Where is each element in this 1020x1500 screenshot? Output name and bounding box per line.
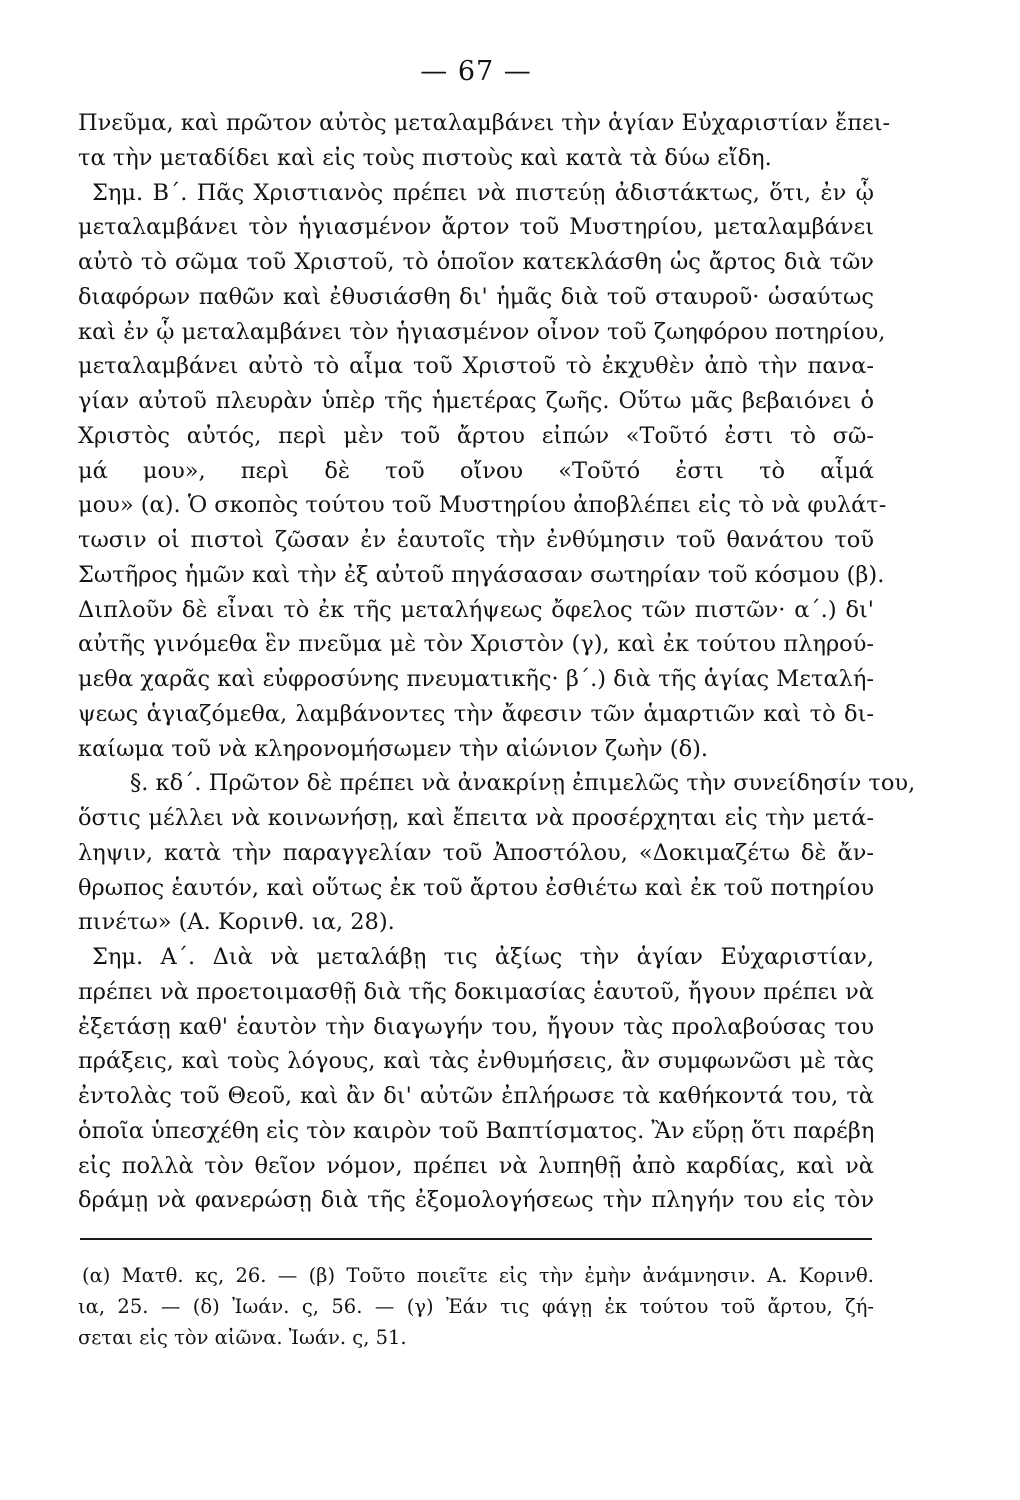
- body-line: καίωμα τοῦ νὰ κληρονομήσωμεν τὴν αἰώνιον ζωὴν (δ).: [78, 735, 709, 762]
- body-line: μεταλαμβάνει τὸν ἡγιασμένον ἄρτον τοῦ Μυστηρίου, μεταλαμβάνει: [78, 214, 874, 241]
- body-text: [78, 106, 916, 1218]
- body-line: ἐντολὰς τοῦ Θεοῦ, καὶ ἂν δι' αὐτῶν ἐπλήρωσε τὰ καθήκοντά του, τὰ: [78, 1083, 874, 1109]
- body-line: μεταλαμβάνει αὐτὸ τὸ αἷμα τοῦ Χριστοῦ τὸ ἐκχυθὲν ἀπὸ τὴν πανα-: [78, 353, 874, 380]
- body-line: μά μου», περὶ δὲ τοῦ οἴνου «Τοῦτό ἐστι τὸ αἷμά: [78, 457, 874, 484]
- body-line: Σωτῆρος ἡμῶν καὶ τὴν ἐξ αὐτοῦ πηγάσασαν σωτηρίαν τοῦ κόσμου (β).: [78, 561, 885, 588]
- body-line: Σημ. Β΄. Πᾶς Χριστιανὸς πρέπει νὰ πιστεύῃ ἀδιστάκτως, ὅτι, ἐν ᾧ: [92, 179, 874, 206]
- body-line: αὐτὸ τὸ σῶμα τοῦ Χριστοῦ, τὸ ὁποῖον κατεκλάσθη ὡς ἄρτος διὰ τῶν: [78, 249, 874, 275]
- body-line: δράμῃ νὰ φανερώσῃ διὰ τῆς ἐξομολογήσεως τὴν πληγήν του εἰς τὸν: [78, 1187, 874, 1214]
- body-line: γίαν αὐτοῦ πλευρὰν ὑπὲρ τῆς ἡμετέρας ζωῆς. Οὕτω μᾶς βεβαιόνει ὁ: [78, 388, 874, 414]
- body-line: μεθα χαρᾶς καὶ εὐφροσύνης πνευματικῆς· β΄.) διὰ τῆς ἁγίας Μεταλή-: [78, 666, 874, 692]
- book-page: [78, 52, 916, 1353]
- body-line: τα τὴν μεταδίδει καὶ εἰς τοὺς πιστοὺς καὶ κατὰ τὰ δύω εἴδη.: [78, 144, 772, 171]
- body-line: θρωπος ἑαυτόν, καὶ οὕτως ἐκ τοῦ ἄρτου ἐσθιέτω καὶ ἐκ τοῦ ποτηρίου: [78, 874, 874, 901]
- body-line: πρέπει νὰ προετοιμασθῇ διὰ τῆς δοκιμασίας ἑαυτοῦ, ἤγουν πρέπει νὰ: [78, 978, 874, 1005]
- footnote-line: σεται εἰς τὸν αἰῶνα. Ἰωάν. ς, 51.: [78, 1326, 407, 1349]
- section-heading-line: §. κδ΄. Πρῶτον δὲ πρέπει νὰ ἀνακρίνῃ ἐπιμελῶς τὴν συνείδησίν του,: [130, 770, 916, 797]
- body-line: μου» (α). Ὁ σκοπὸς τούτου τοῦ Μυστηρίου ἀποβλέπει εἰς τὸ νὰ φυλάτ-: [78, 492, 887, 519]
- footnote-line: (α) Ματθ. κς, 26. — (β) Τοῦτο ποιεῖτε εἰς τὴν ἐμὴν ἀνάμνησιν. Α. Κορινθ.: [82, 1264, 874, 1287]
- body-line: Πνεῦμα, καὶ πρῶτον αὐτὸς μεταλαμβάνει τὴν ἁγίαν Εὐχαριστίαν ἔπει-: [78, 110, 891, 136]
- body-line: ψεως ἁγιαζόμεθα, λαμβάνοντες τὴν ἄφεσιν τῶν ἁμαρτιῶν καὶ τὸ δι-: [78, 700, 874, 727]
- footnote-divider: [80, 1238, 872, 1240]
- body-line: ὁποῖα ὑπεσχέθη εἰς τὸν καιρὸν τοῦ Βαπτίσματος. Ἂν εὕρῃ ὅτι παρέβη: [78, 1117, 875, 1144]
- body-line: Διπλοῦν δὲ εἶναι τὸ ἐκ τῆς μεταλήψεως ὄφελος τῶν πιστῶν· α΄.) δι': [78, 596, 874, 623]
- body-line: διαφόρων παθῶν καὶ ἐθυσιάσθη δι' ἡμᾶς διὰ τοῦ σταυροῦ· ὡσαύτως: [78, 283, 874, 310]
- body-line: αὐτῆς γινόμεθα ἓν πνεῦμα μὲ τὸν Χριστὸν (γ), καὶ ἐκ τούτου πληρού-: [78, 631, 874, 658]
- body-line: τωσιν οἱ πιστοὶ ζῶσαν ἐν ἑαυτοῖς τὴν ἐνθύμησιν τοῦ θανάτου τοῦ: [78, 527, 874, 553]
- body-line: Χριστὸς αὐτός, περὶ μὲν τοῦ ἄρτου εἰπών «Τοῦτό ἐστι τὸ σῶ-: [78, 422, 874, 449]
- footnote-line: ια, 25. — (δ) Ἰωάν. ς, 56. — (γ) Ἐάν τις φάγῃ ἐκ τούτου τοῦ ἄρτου, ζή-: [78, 1295, 874, 1318]
- body-line: καὶ ἐν ᾧ μεταλαμβάνει τὸν ἡγιασμένον οἶνον τοῦ ζωηφόρου ποτηρίου,: [78, 318, 886, 345]
- body-line: ὅστις μέλλει νὰ κοινωνήσῃ, καὶ ἔπειτα νὰ προσέρχηται εἰς τὴν μετά-: [78, 805, 874, 831]
- body-line: εἰς πολλὰ τὸν θεῖον νόμον, πρέπει νὰ λυπηθῇ ἀπὸ καρδίας, καὶ νὰ: [78, 1152, 874, 1179]
- body-line: ἐξετάσῃ καθ' ἑαυτὸν τὴν διαγωγήν του, ἤγουν τὰς προλαβούσας του: [78, 1013, 874, 1040]
- body-line: πινέτω» (Α. Κορινθ. ια, 28).: [78, 909, 395, 936]
- body-line: πράξεις, καὶ τοὺς λόγους, καὶ τὰς ἐνθυμήσεις, ἂν συμφωνῶσι μὲ τὰς: [78, 1048, 874, 1075]
- footnotes: [78, 1260, 874, 1353]
- page-number: — 67 —: [420, 56, 532, 87]
- body-line: Σημ. Α΄. Διὰ νὰ μεταλάβῃ τις ἀξίως τὴν ἁγίαν Εὐχαριστίαν,: [92, 944, 874, 970]
- body-line: ληψιν, κατὰ τὴν παραγγελίαν τοῦ Ἀποστόλου, «Δοκιμαζέτω δὲ ἄν-: [78, 839, 874, 866]
